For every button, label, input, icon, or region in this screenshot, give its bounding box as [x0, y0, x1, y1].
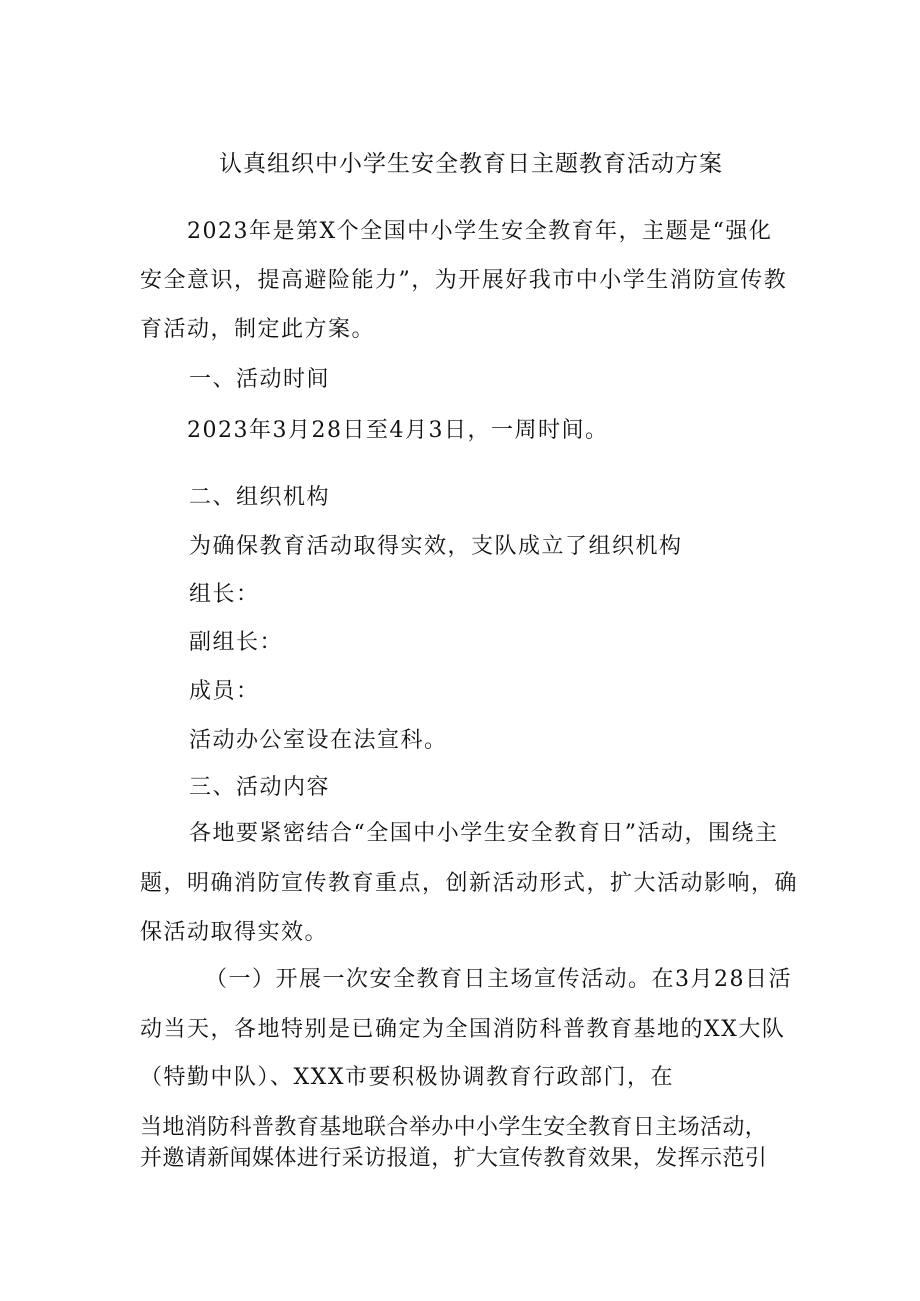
members-label: 成员：: [189, 679, 260, 704]
item1-line-5: 并邀请新闻媒体进行采访报道，扩大宣传教育效果，发挥示范引: [140, 1146, 768, 1171]
section1-text: 2023年3月28日至4月3日，一周时间。: [187, 418, 609, 443]
item1-line-1: （一）开展一次安全教育日主场宣传活动。在3月28日活: [205, 967, 792, 992]
section2-text: 为确保教育活动取得实效，支队成立了组织机构: [189, 534, 683, 559]
office-text: 活动办公室设在法宣科。: [189, 728, 448, 753]
section2-heading: 二、组织机构: [189, 485, 331, 510]
leader-label: 组长：: [189, 582, 260, 607]
deputy-label: 副组长：: [189, 630, 284, 655]
item1-line-3: （特勤中队）、XXX市要积极协调教育行政部门，在: [140, 1065, 674, 1090]
section3-para-line-1: 各地要紧密结合“全国中小学生安全教育日”活动，围绕主: [189, 821, 779, 846]
section1-heading: 一、活动时间: [189, 367, 331, 392]
intro-line-3: 育活动，制定此方案。: [140, 317, 376, 342]
item1-line-2: 动当天，各地特别是已确定为全国消防科普教育基地的XX大队: [140, 1017, 786, 1042]
intro-line-2: 安全意识，提高避险能力”，为开展好我市中小学生消防宣传教: [140, 268, 788, 293]
section3-heading: 三、活动内容: [189, 775, 331, 800]
section3-para-line-3: 保活动取得实效。: [140, 920, 329, 945]
document-title: 认真组织中小学生安全教育日主题教育活动方案: [219, 151, 723, 177]
item1-line-4: 当地消防科普教育基地联合举办中小学生安全教育日主场活动，: [140, 1115, 768, 1140]
section3-para-line-2: 题，明确消防宣传教育重点，创新活动形式，扩大活动影响，确: [140, 871, 799, 896]
intro-line-1: 2023年是第X个全国中小学生安全教育年，主题是“强化: [187, 219, 773, 244]
